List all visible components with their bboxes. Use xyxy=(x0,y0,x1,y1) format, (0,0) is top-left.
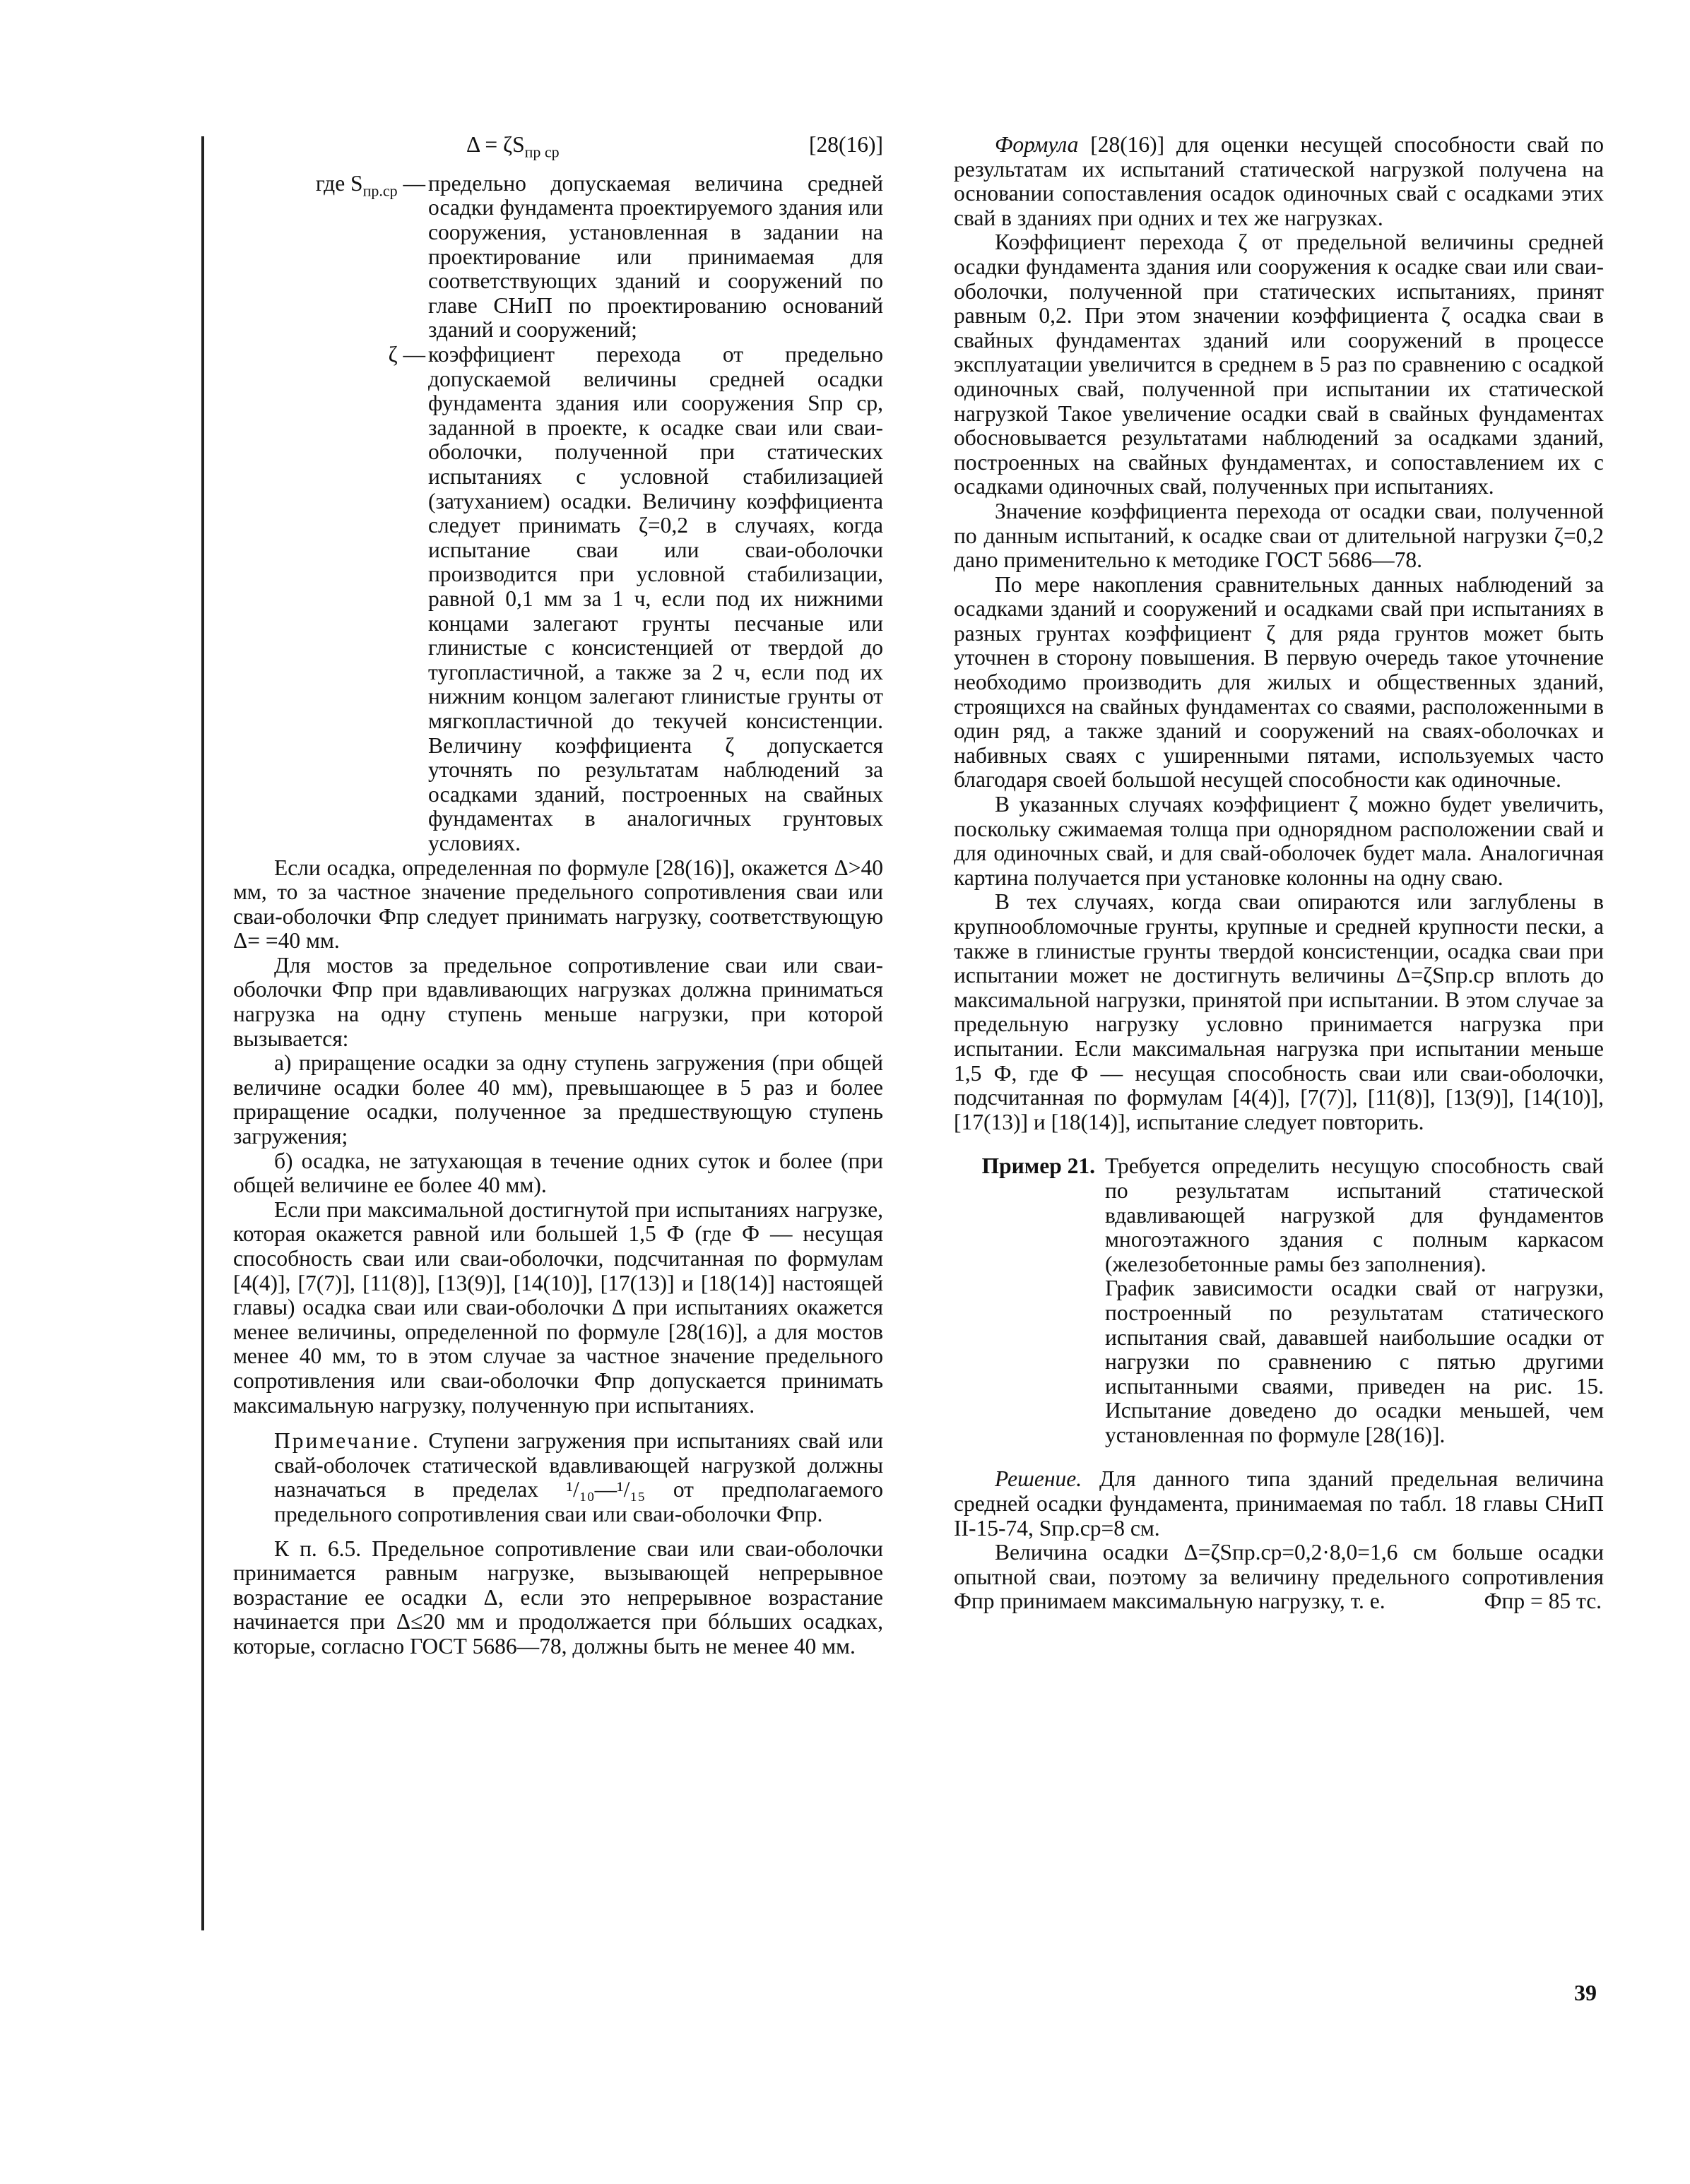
note-label: Примечание. xyxy=(274,1428,420,1454)
example-21 xyxy=(954,1154,1604,1447)
note xyxy=(233,1429,883,1526)
solution: Решение. Для данного типа зданий предельная величина средней осадки фундамента, принимаемая по табл. 18 главы СНиП II-15-74, Sпр.ср=8 см. xyxy=(954,1466,1604,1541)
example-label: Пример 21. xyxy=(981,1153,1095,1179)
solution-label: Решение. xyxy=(995,1466,1082,1492)
paragraph: а) приращение осадки за одну ступень загружения (при общей величине осадки более 40 мм), превышающее в 5 раз и более приращение осадки, полученное за предшествующую ступень загружения; xyxy=(233,1050,883,1149)
paragraph-k-p-6-5: К п. 6.5. Предельное сопротивление сваи или сваи-оболочки принимается равным нагрузке, вызывающей непрерывное возрастание ее осадки Δ, если это непрерывное возрастание начинается при Δ≤20 мм и продолжается при бóльших осадках, которые, согласно ГОСТ 5686—78, должны быть не менее 40 мм. xyxy=(233,1536,883,1658)
note-text: Ступени загружения при испытаниях свай или свай-оболочек статической вдавливающей нагрузкой должны назначаться в пределах ¹/₁₀—¹/₁₅ от предполагаемого предельного сопротивления сваи или сваи-оболочки Фпр. xyxy=(274,1428,883,1526)
paragraph-lead: Формула xyxy=(995,132,1079,157)
right-column xyxy=(954,133,1604,1614)
paragraph: По мере накопления сравнительных данных наблюдений за осадками зданий и сооружений и осадками свай при испытаниях в разных грунтах коэффициент ζ для ряда грунтов может быть уточнен в сторону повышения. В первую очередь такое уточнение необходимо производить для жилых и общественных зданий, строящихся на свайных фундаментах со сваями, расположенными в один ряд, а также зданий и сооружений на сваях-оболочках и набивных сваях с уширенными пятами, используемых часто благодаря своей большой несущей способности как одиночные. xyxy=(954,571,1604,793)
paragraph: В указанных случаях коэффициент ζ можно будет увеличить, поскольку сжимаемая толща при однорядном расположении свай и для одиночных свай, и для свай-оболочек будет мала. Аналогичная картина получается при установке колонны на одну сваю. xyxy=(954,792,1604,890)
paragraph: Если осадка, определенная по формуле [28(16)], окажется Δ>40 мм, то за частное значение предельного сопротивления сваи или сваи-оболочки Фпр следует принимать нагрузку, соответствующую Δ= =40 мм. xyxy=(233,855,883,954)
formula-number: [28(16)] xyxy=(809,132,883,157)
paragraph: Величина осадки Δ=ζSпр.ср=0,2·8,0=1,6 см больше осадки опытной сваи, поэтому за величину предельного сопротивления Фпр принимаем максимальную нагрузку, т. е. Фпр = 85 тс. xyxy=(954,1540,1604,1614)
example-text: Требуется определить несущую способность свай по результатам испытаний статической вдавливающей нагрузкой для фундаментов многоэтажного здания с полным каркасом (железобетонные рамы без заполнения). xyxy=(1105,1153,1604,1276)
definition-term: где $S_{пр.ср}$ — xyxy=(315,170,425,200)
formula-28-16 xyxy=(233,133,883,165)
formula-expression: $\Delta = \zeta S_{пр ср}$ xyxy=(466,132,560,161)
definition-s-pr-sr xyxy=(233,172,883,343)
definition-zeta xyxy=(233,343,883,855)
paragraph: Формула [28(16)] для оценки несущей способности свай по результатам их испытаний статической нагрузкой получена на основании сопоставления осадок одиночных свай с осадками этих свай в зданиях при одних и тех же нагрузках. xyxy=(954,132,1604,230)
paragraph: Для мостов за предельное сопротивление сваи или сваи-оболочки Фпр при вдавливающих нагрузках должна приниматься нагрузка на одну ступень меньше нагрузки, при которой вызывается: xyxy=(233,952,883,1051)
definition-text: коэффициент перехода от предельно допускаемой величины средней осадки фундамента здания или сооружения Sпр ср, заданной в проекте, к осадке сваи или сваи-оболочки, полученной при статических испытаниях с условной стабилизацией (затуханием) осадки. Величину коэффициента следует принимать ζ=0,2 в случаях, когда испытание сваи или сваи-оболочки производится при условной стабилизации, равной 0,1 мм за 1 ч, если под их нижними концами залегают грунты песчаные или глинистые с консистенцией от твердой до тугопластичной, а также за 2 ч, если под их нижним концом залегают глинистые грунты от мягкопластичной до текучей консистенции. Величину коэффициента ζ допускается уточнять по результатам наблюдений за осадками зданий, построенных на свайных фундаментах в аналогичных грунтовых условиях. xyxy=(428,342,883,855)
paragraph: Коэффициент перехода ζ от предельной величины средней осадки фундамента здания или сооружения к осадке сваи или сваи-оболочки, полученной при статических испытаниях, принят равным 0,2. При этом значении коэффициента ζ осадка сваи в свайных фундаментах зданий или сооружений в процессе эксплуатации увеличится в среднем в 5 раз по сравнению с осадкой одиночных свай, полученной при испытании их статической нагрузкой Такое увеличение осадки свай в свайных фундаментах обосновывается результатами наблюдений за осадками зданий, построенных на свайных фундаментах, и сопоставлением их с осадками одиночных свай, полученных при испытаниях. xyxy=(954,230,1604,499)
paragraph: б) осадка, не затухающая в течение одних суток и более (при общей величине ее более 40 мм). xyxy=(233,1148,883,1198)
paragraph: В тех случаях, когда сваи опираются или заглублены в крупнообломочные грунты, крупные и средней крупности пески, а также в глинистые грунты твердой консистенции, осадка сваи при испытании может не достигнуть величины Δ=ζSпр.ср вплоть до максимальной нагрузки, принятой при испытании. В этом случае за предельную нагрузку условно принимается нагрузка при испытании. Если максимальная нагрузка при испытании меньше 1,5 Ф, где Ф — несущая способность сваи или сваи-оболочки, подсчитанная по формулам [4(4)], [7(7)], [11(8)], [13(9)], [14(10)], [17(13)] и [18(14)], испытание следует повторить. xyxy=(954,889,1604,1134)
margin-rule xyxy=(201,136,204,1930)
page-number: 39 xyxy=(1574,1980,1597,2005)
paragraph: Значение коэффициента перехода от осадки сваи, полученной по данным испытаний, к осадке сваи от длительной нагрузки ζ=0,2 дано применительно к методике ГОСТ 5686—78. xyxy=(954,498,1604,573)
paragraph: Если при максимальной достигнутой при испытаниях нагрузке, которая окажется равной или большей 1,5 Ф (где Ф — несущая способность сваи или сваи-оболочки, подсчитанная по формулам [4(4)], [7(7)], [11(8)], [13(9)], [14(10)], [17(13)] и [18(14)] настоящей главы) осадка сваи или сваи-оболочки Δ при испытаниях окажется менее величины, определенной по формуле [28(16)], а для мостов менее 40 мм, то в этом случае за частное значение предельного сопротивления или сваи-оболочки Фпр допускается принимать максимальную нагрузку, полученную при испытаниях. xyxy=(233,1197,883,1418)
definition-text: предельно допускаемая величина средней осадки фундамента проектируемого здания или сооружения, установленная в задании на проектирование или принимаемая для соответствующих зданий и сооружений по главе СНиП по проектированию оснований зданий и сооружений; xyxy=(428,170,883,343)
example-body xyxy=(1105,1154,1604,1447)
example-text: График зависимости осадки свай от нагрузки, построенный по результатам статического испытания свай, дававшей наибольшие осадки от нагрузки по сравнению с пятью другими испытанными сваями, приведен на рис. 15. Испытание доведено до осадки меньшей, чем установленная по формуле [28(16)]. xyxy=(1105,1276,1604,1447)
left-column xyxy=(233,133,883,1659)
result-formula: Фпр = 85 тс. xyxy=(1484,1589,1602,1614)
definition-term: ζ — xyxy=(388,342,425,367)
